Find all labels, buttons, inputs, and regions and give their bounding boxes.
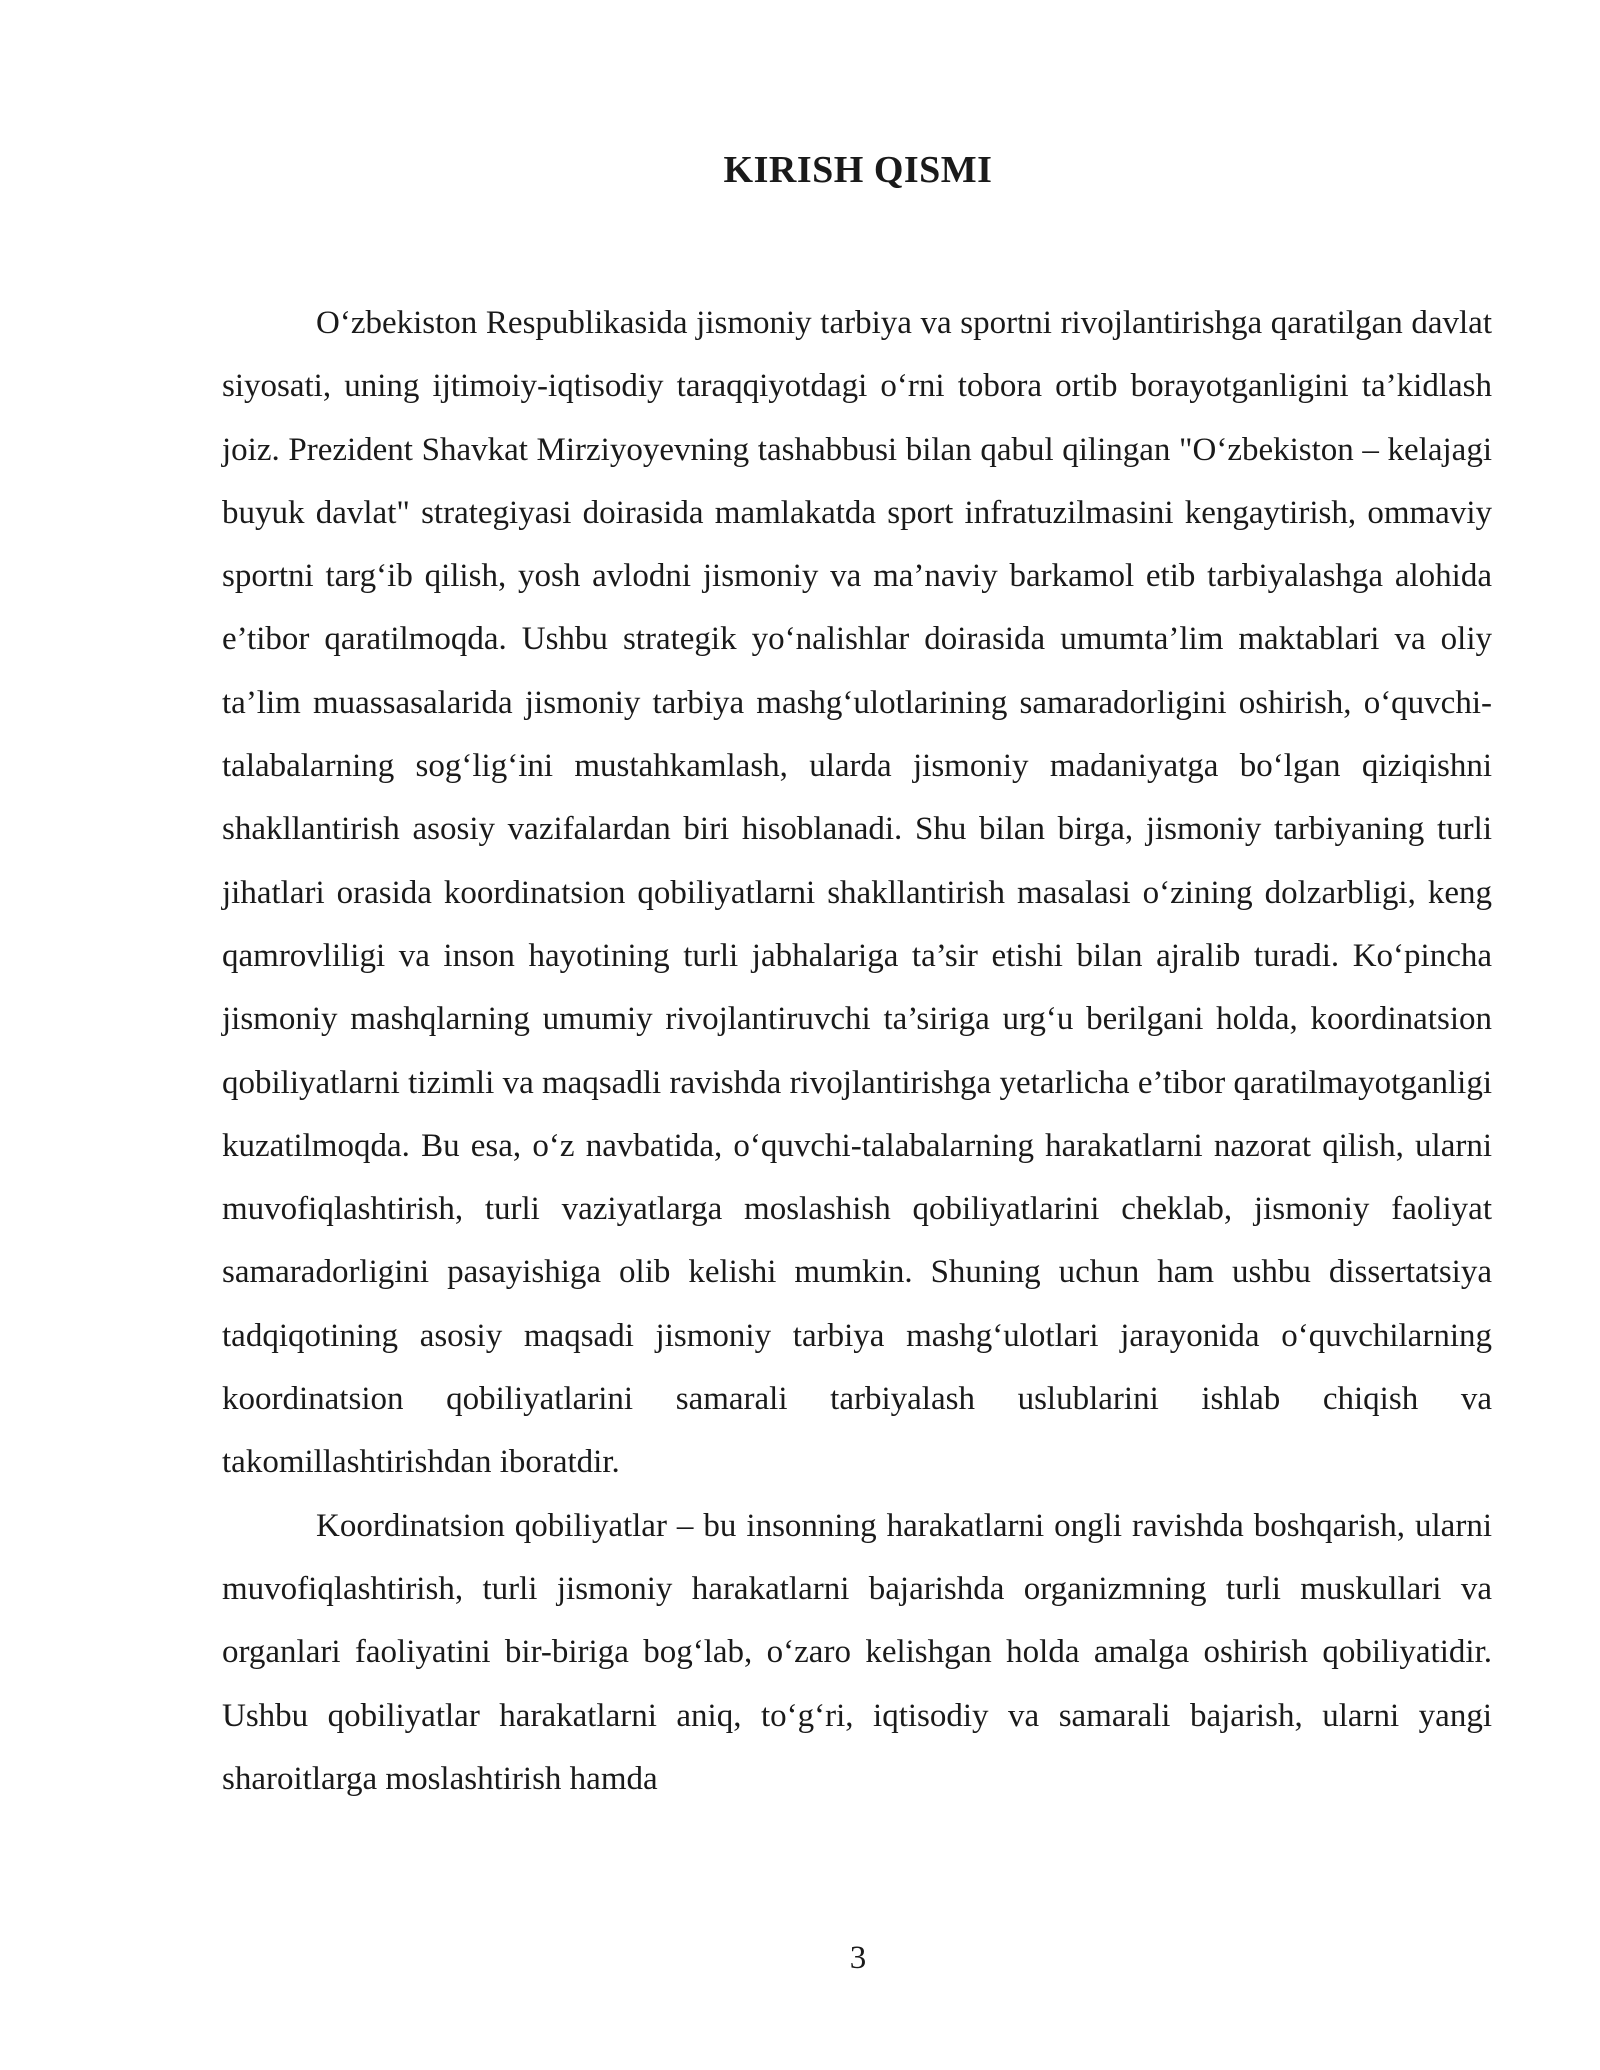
section-title: KIRISH QISMI [723,149,993,191]
body-text [222,292,1492,1811]
paragraph-2: Koordinatsion qobiliyatlar – bu insonning harakatlarni ongli ravishda boshqarish, ularni muvofiqlashtirish, turli jismoniy harakatlarni bajarishda organizmning turli muskullari va organlari faoliyatini bir-biriga bog‘lab, o‘zaro kelishgan holda amalga oshirish qobiliyatidir. Ushbu qobiliyatlar harakatlarni aniq, to‘g‘ri, iqtisodiy va samarali bajarish, ularni yangi sharoitlarga moslashtirish hamda [222,1507,1492,1797]
paragraph-1: O‘zbekiston Respublikasida jismoniy tarbiya va sportni rivojlantirishga qaratilgan davlat siyosati, uning ijtimoiy-iqtisodiy taraqqiyotdagi o‘rni tobora ortib borayotganligini ta’kidlash joiz. Prezident Shavkat Mirziyoyevning tashabbusi bilan qabul qilingan "O‘zbekiston – kelajagi buyuk davlat" strategiyasi doirasida mamlakatda sport infratuzilmasini kengaytirish, ommaviy sportni targ‘ib qilish, yosh avlodni jismoniy va ma’naviy barkamol etib tarbiyalashga alohida e’tibor qaratilmoqda. Ushbu strategik yo‘nalishlar doirasida umumta’lim maktablari va oliy ta’lim muassasalarida jismoniy tarbiya mashg‘ulotlarining samaradorligini oshirish, o‘quvchi-talabalarning sog‘lig‘ini mustahkamlash, ularda jismoniy madaniyatga bo‘lgan qiziqishni shakllantirish asosiy vazifalardan biri hisoblanadi. Shu bilan birga, jismoniy tarbiyaning turli jihatlari orasida koordinatsion qobiliyatlarni shakllantirish masalasi o‘zining dolzarbligi, keng qamrovliligi va inson hayotining turli jabhalariga ta’sir etishi bilan ajralib turadi. Ko‘pincha jismoniy mashqlarning umumiy rivojlantiruvchi ta’siriga urg‘u berilgani holda, koordinatsion qobiliyatlarni tizimli va maqsadli ravishda rivojlantirishga yetarlicha e’tibor qaratilmayotganligi kuzatilmoqda. Bu esa, o‘z navbatida, o‘quvchi-talabalarning harakatlarni nazorat qilish, ularni muvofiqlashtirish, turli vaziyatlarga moslashish qobiliyatlarini cheklab, jismoniy faoliyat samaradorligini pasayishiga olib kelishi mumkin. Shuning uchun ham ushbu dissertatsiya tadqiqotining asosiy maqsadi jismoniy tarbiya mashg‘ulotlari jarayonida o‘quvchilarning koordinatsion qobiliyatlarini samarali tarbiyalash uslublarini ishlab chiqish va takomillashtirishdan iboratdir. [222,305,1492,1481]
page-number: 3 [849,1940,867,1976]
